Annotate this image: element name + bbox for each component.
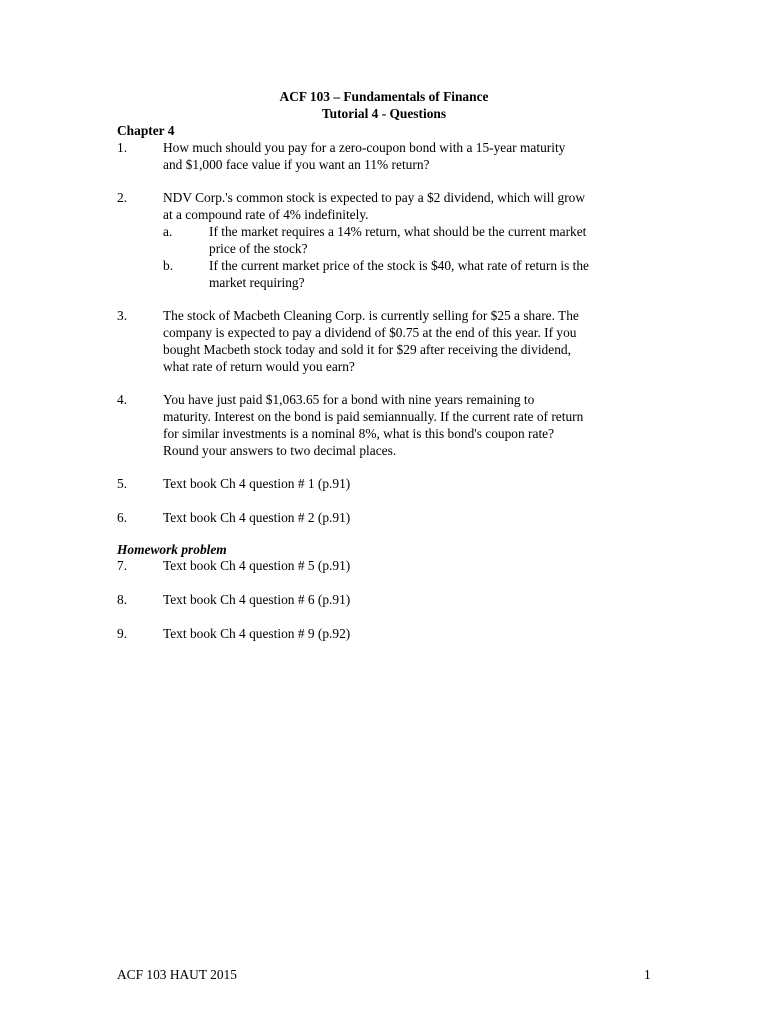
question-line: what rate of return would you earn? — [163, 359, 355, 374]
question-number: 2. — [117, 190, 128, 205]
question-number: 4. — [117, 392, 128, 407]
question-number: 6. — [117, 510, 128, 525]
question-2 — [117, 189, 657, 291]
document-subtitle: Tutorial 4 - Questions — [321, 106, 447, 121]
question-number: 5. — [117, 476, 128, 491]
question-line: How much should you pay for a zero-coupon bond with a 15-year maturity — [163, 140, 566, 155]
question-number: 1. — [117, 140, 128, 155]
question-line: Text book Ch 4 question # 1 (p.91) — [163, 476, 351, 491]
question-line: Text book Ch 4 question # 6 (p.91) — [163, 592, 351, 607]
question-line: You have just paid $1,063.65 for a bond with nine years remaining to — [163, 392, 535, 407]
sub-question-line: If the market requires a 14% return, what should be the current market — [209, 224, 587, 239]
sub-question-line: price of the stock? — [209, 241, 308, 256]
question-number: 7. — [117, 558, 128, 573]
sub-question-letter: b. — [163, 258, 174, 273]
document-title: ACF 103 – Fundamentals of Finance — [279, 89, 489, 104]
question-number: 9. — [117, 626, 128, 641]
question-number: 3. — [117, 308, 128, 323]
sub-question-letter: a. — [163, 224, 173, 239]
question-line: Round your answers to two decimal places. — [163, 443, 397, 458]
question-1 — [117, 139, 657, 173]
question-line: The stock of Macbeth Cleaning Corp. is currently selling for $25 a share. The — [163, 308, 579, 323]
sub-question-line: If the current market price of the stock is $40, what rate of return is the — [209, 258, 590, 273]
question-line: Text book Ch 4 question # 9 (p.92) — [163, 626, 351, 641]
question-line: Text book Ch 4 question # 2 (p.91) — [163, 510, 351, 525]
footer-page-number: 1 — [644, 967, 651, 982]
sub-question-b — [163, 257, 657, 291]
question-line: and $1,000 face value if you want an 11% return? — [163, 157, 430, 172]
sub-question-line: market requiring? — [209, 275, 305, 290]
question-3 — [117, 307, 657, 375]
question-8 — [117, 591, 657, 608]
question-line: NDV Corp.'s common stock is expected to pay a $2 dividend, which will grow — [163, 190, 586, 205]
sub-question-a — [163, 223, 657, 257]
question-number: 8. — [117, 592, 128, 607]
question-line: bought Macbeth stock today and sold it for $29 after receiving the dividend, — [163, 342, 571, 357]
question-6 — [117, 509, 657, 526]
homework-heading: Homework problem — [117, 542, 227, 557]
question-9 — [117, 625, 657, 642]
question-line: at a compound rate of 4% indefinitely. — [163, 207, 369, 222]
chapter-heading: Chapter 4 — [117, 123, 175, 138]
footer-course-label: ACF 103 HAUT 2015 — [117, 967, 237, 982]
question-line: Text book Ch 4 question # 5 (p.91) — [163, 558, 351, 573]
question-line: maturity. Interest on the bond is paid semiannually. If the current rate of return — [163, 409, 584, 424]
question-5 — [117, 475, 657, 492]
question-line: for similar investments is a nominal 8%, what is this bond's coupon rate? — [163, 426, 555, 441]
question-7 — [117, 557, 657, 574]
question-line: company is expected to pay a dividend of $0.75 at the end of this year. If you — [163, 325, 577, 340]
question-4 — [117, 391, 657, 459]
